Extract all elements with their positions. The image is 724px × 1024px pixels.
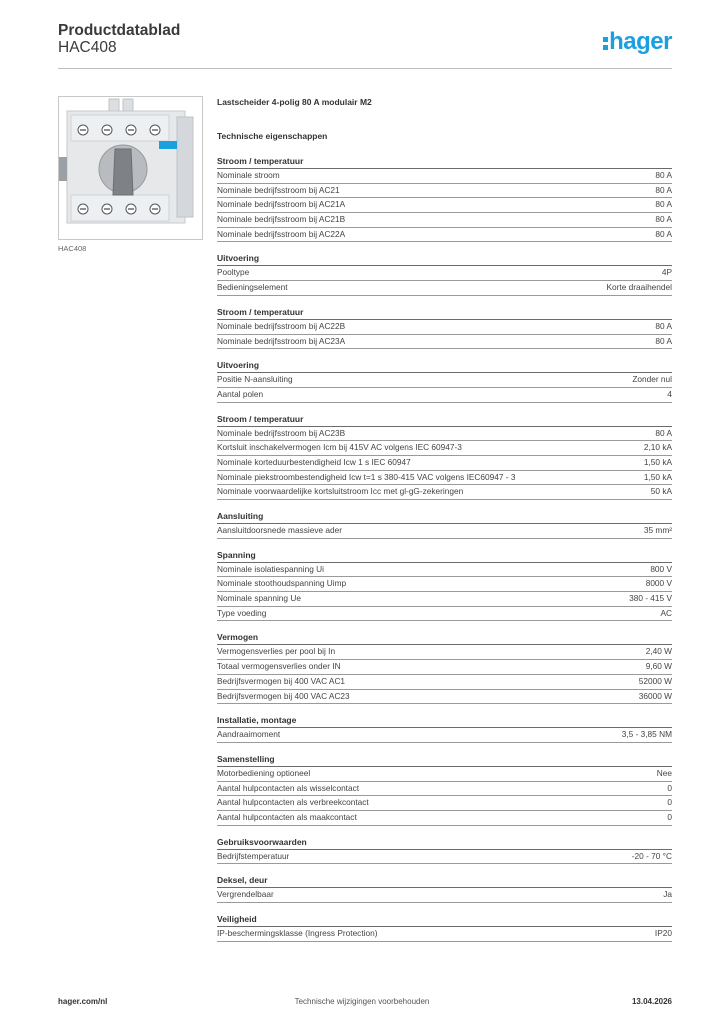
spec-row — [217, 782, 672, 797]
product-image — [58, 96, 203, 240]
spec-value: Nee — [656, 767, 672, 778]
spec-row — [217, 690, 672, 705]
spec-section — [217, 549, 672, 622]
spec-label: Bedieningselement — [217, 282, 288, 293]
spec-label: Nominale bedrijfsstroom bij AC23B — [217, 427, 346, 438]
section-title: Vermogen — [217, 631, 672, 645]
spec-value: 80 A — [655, 228, 672, 239]
spec-row — [217, 320, 672, 335]
spec-label: Aantal hulpcontacten als wisselcontact — [217, 782, 360, 793]
spec-row — [217, 213, 672, 228]
spec-label: Nominale korteduurbestendigheid Icw 1 s IEC 60947 — [217, 456, 411, 467]
spec-value: 4P — [661, 267, 672, 278]
spec-section — [217, 510, 672, 539]
page-title: Productdatablad — [58, 22, 181, 39]
spec-row — [217, 427, 672, 442]
spec-value: 80 A — [655, 214, 672, 225]
spec-label: Kortsluit inschakelvermogen Icm bij 415V AC volgens IEC 60947-3 — [217, 442, 462, 453]
spec-sections — [217, 155, 672, 942]
spec-label: Nominale bedrijfsstroom bij AC22A — [217, 228, 346, 239]
spec-label: Aansluitdoorsnede massieve ader — [217, 525, 342, 535]
spec-label: IP-beschermingsklasse (Ingress Protection) — [217, 928, 378, 938]
spec-row — [217, 335, 672, 350]
spec-row — [217, 169, 672, 184]
spec-value: 2,40 W — [645, 646, 672, 657]
spec-section — [217, 631, 672, 704]
spec-value: -20 - 70 °C — [631, 850, 672, 861]
spec-row — [217, 441, 672, 456]
section-title: Deksel, deur — [217, 874, 672, 888]
spec-label: Positie N-aansluiting — [217, 374, 293, 385]
spec-value: 800 V — [650, 563, 672, 574]
spec-value: IP20 — [654, 928, 672, 938]
spec-value: 52000 W — [638, 675, 672, 686]
spec-value: Korte draaihendel — [606, 282, 672, 293]
section-title: Uitvoering — [217, 359, 672, 373]
spec-label: Aandraaimoment — [217, 729, 281, 740]
spec-section — [217, 753, 672, 826]
spec-label: Aantal polen — [217, 388, 264, 399]
spec-value: 1,50 kA — [643, 471, 672, 482]
spec-label: Nominale isolatiespanning Ui — [217, 563, 324, 574]
section-title: Installatie, montage — [217, 714, 672, 728]
spec-label: Nominale bedrijfsstroom bij AC21A — [217, 199, 346, 210]
spec-label: Aantal hulpcontacten als maakcontact — [217, 811, 357, 822]
spec-label: Totaal vermogensverlies onder IN — [217, 661, 341, 672]
spec-label: Nominale bedrijfsstroom bij AC21B — [217, 214, 346, 225]
spec-value: 8000 V — [645, 578, 672, 589]
spec-value: 1,50 kA — [643, 456, 672, 467]
spec-value: 50 kA — [650, 486, 672, 497]
spec-label: Motorbediening optioneel — [217, 767, 311, 778]
spec-value: 80 A — [655, 199, 672, 210]
section-title: Stroom / temperatuur — [217, 306, 672, 320]
spec-row — [217, 927, 672, 942]
spec-value: 80 A — [655, 427, 672, 438]
spec-row — [217, 645, 672, 660]
spec-row — [217, 388, 672, 403]
technical-properties-heading: Technische eigenschappen — [217, 131, 328, 141]
logo-colon-icon — [603, 36, 608, 50]
spec-label: Bedrijfsvermogen bij 400 VAC AC1 — [217, 675, 346, 686]
spec-label: Nominale stoothoudspanning Uimp — [217, 578, 347, 589]
load-switch-4-pole-image-icon — [59, 97, 202, 239]
footer-website: hager.com/nl — [58, 997, 108, 1006]
hager-logo — [603, 28, 672, 56]
spec-value: Zonder nul — [632, 374, 672, 385]
spec-section — [217, 413, 672, 500]
spec-value: 2,10 kA — [643, 442, 672, 453]
spec-row — [217, 811, 672, 826]
spec-row — [217, 660, 672, 675]
spec-row — [217, 888, 672, 903]
spec-row — [217, 675, 672, 690]
spec-section — [217, 306, 672, 349]
spec-value: 9,60 W — [645, 661, 672, 672]
spec-value: Ja — [663, 889, 672, 900]
spec-row — [217, 471, 672, 486]
product-description: Lastscheider 4-polig 80 A modulair M2 — [217, 97, 372, 107]
spec-value: 35 mm² — [643, 525, 672, 535]
spec-row — [217, 198, 672, 213]
section-title: Aansluiting — [217, 510, 672, 524]
spec-label: Nominale voorwaardelijke kortsluitstroom Icc met gl-gG-zekeringen — [217, 486, 464, 497]
spec-value: 380 - 415 V — [629, 593, 672, 604]
spec-section — [217, 252, 672, 295]
section-title: Samenstelling — [217, 753, 672, 767]
header-divider — [58, 68, 672, 69]
spec-label: Nominale spanning Ue — [217, 593, 301, 604]
spec-row — [217, 728, 672, 743]
spec-value: AC — [660, 607, 672, 618]
spec-section — [217, 155, 672, 242]
spec-value: 80 A — [655, 335, 672, 346]
spec-row — [217, 228, 672, 243]
spec-label: Nominale piekstroombestendigheid Icw t=1 s 380-415 VAC volgens IEC60947 - 3 — [217, 471, 516, 482]
spec-label: Vergrendelbaar — [217, 889, 274, 900]
spec-row — [217, 607, 672, 622]
spec-value: 3,5 - 3,85 NM — [621, 729, 672, 740]
spec-row — [217, 563, 672, 578]
spec-label: Nominale stroom — [217, 170, 280, 180]
spec-value: 0 — [667, 797, 672, 808]
spec-label: Nominale bedrijfsstroom bij AC21 — [217, 184, 340, 195]
product-image-caption: HAC408 — [58, 244, 87, 253]
spec-value: 0 — [667, 811, 672, 822]
spec-row — [217, 281, 672, 296]
spec-value: 80 A — [655, 170, 672, 180]
spec-row — [217, 577, 672, 592]
section-title: Stroom / temperatuur — [217, 413, 672, 427]
section-title: Veiligheid — [217, 913, 672, 927]
spec-label: Type voeding — [217, 607, 267, 618]
spec-value: 36000 W — [638, 690, 672, 701]
spec-section — [217, 874, 672, 903]
spec-row — [217, 184, 672, 199]
spec-label: Nominale bedrijfsstroom bij AC23A — [217, 335, 346, 346]
spec-row — [217, 485, 672, 500]
spec-section — [217, 714, 672, 743]
section-title: Stroom / temperatuur — [217, 155, 672, 169]
spec-section — [217, 836, 672, 865]
section-title: Spanning — [217, 549, 672, 563]
spec-row — [217, 767, 672, 782]
spec-row — [217, 456, 672, 471]
footer-notice: Technische wijzigingen voorbehouden — [294, 997, 430, 1006]
spec-value: 80 A — [655, 320, 672, 331]
spec-label: Nominale bedrijfsstroom bij AC22B — [217, 320, 346, 331]
spec-row — [217, 524, 672, 539]
spec-row — [217, 592, 672, 607]
spec-value: 80 A — [655, 184, 672, 195]
spec-label: Aantal hulpcontacten als verbreekcontact — [217, 797, 369, 808]
spec-row — [217, 796, 672, 811]
spec-content — [217, 95, 672, 942]
logo-text: hager — [609, 28, 672, 55]
spec-row — [217, 266, 672, 281]
spec-label: Bedrijfsvermogen bij 400 VAC AC23 — [217, 690, 350, 701]
spec-row — [217, 373, 672, 388]
section-title: Gebruiksvoorwaarden — [217, 836, 672, 850]
spec-row — [217, 850, 672, 865]
spec-label: Bedrijfstemperatuur — [217, 850, 290, 861]
spec-section — [217, 359, 672, 402]
spec-label: Pooltype — [217, 267, 250, 278]
spec-value: 0 — [667, 782, 672, 793]
product-code: HAC408 — [58, 39, 117, 56]
section-title: Uitvoering — [217, 252, 672, 266]
footer-date: 13.04.2026 — [631, 997, 672, 1006]
spec-section — [217, 913, 672, 942]
spec-label: Vermogensverlies per pool bij In — [217, 646, 336, 657]
spec-value: 4 — [667, 388, 672, 399]
